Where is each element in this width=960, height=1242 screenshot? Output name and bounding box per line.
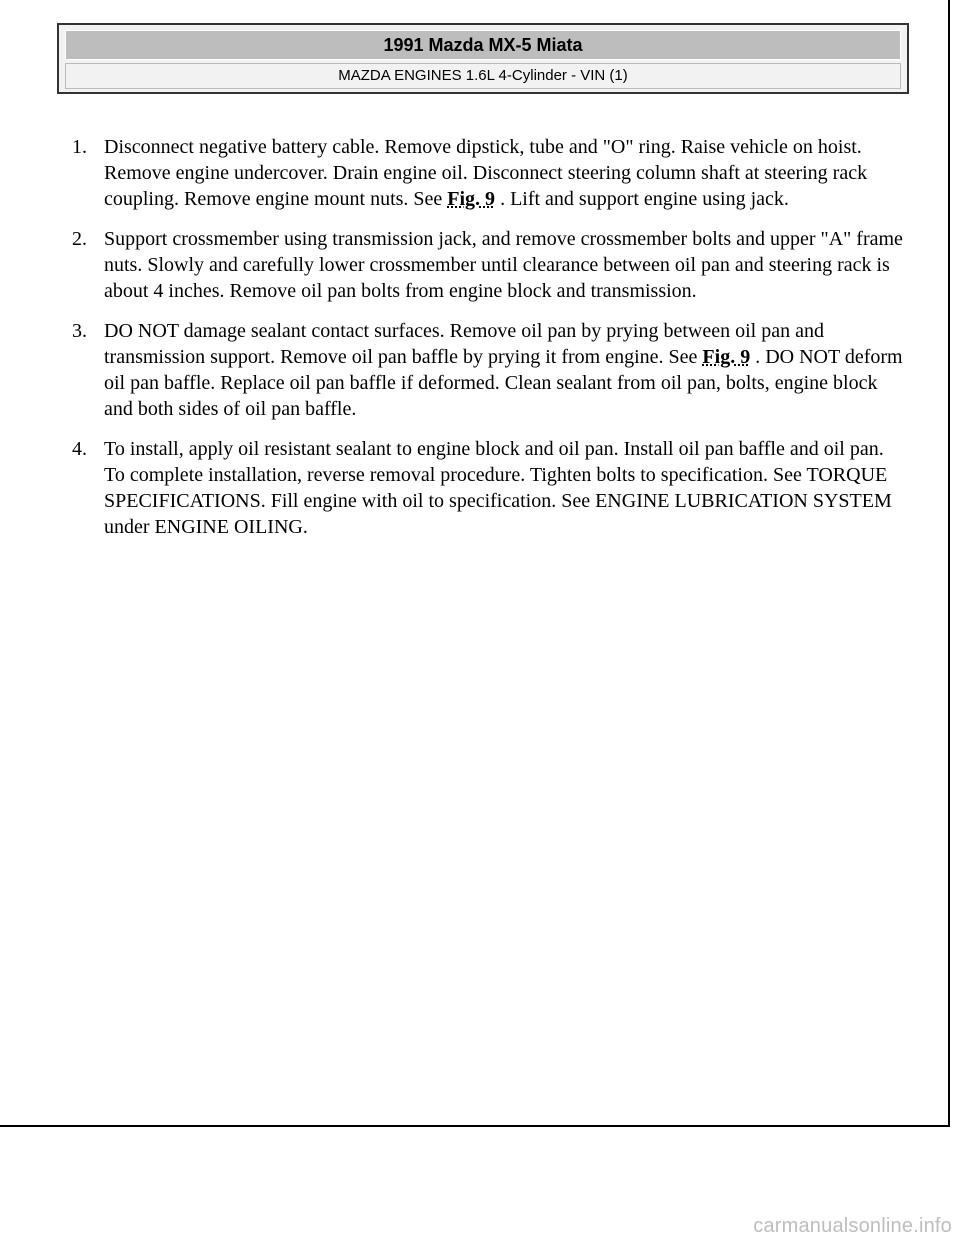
document-header: [57, 23, 909, 94]
step-1: [72, 134, 907, 212]
step-text: To install, apply oil resistant sealant to engine block and oil pan. Install oil pan baffle and oil pan. To complete installation, reverse removal procedure. Tighten bolts to specification. See TORQUE SPECIFICATIONS. Fill engine with oil to specification. See ENGINE LUBRICATION SYSTEM under ENGINE OILING.: [104, 438, 892, 538]
step-number: 3.: [72, 320, 87, 342]
fig-9-link[interactable]: Fig. 9: [447, 188, 496, 210]
step-number: 2.: [72, 228, 87, 250]
step-2: [72, 226, 907, 304]
step-text: DO NOT damage sealant contact surfaces. Remove oil pan by prying between oil pan and transmission support. Remove oil pan baffle by prying it from engine. See: [104, 320, 824, 368]
step-text: . Lift and support engine using jack.: [495, 188, 789, 210]
document-title: 1991 Mazda MX-5 Miata: [65, 30, 901, 60]
step-text: Support crossmember using transmission jack, and remove crossmember bolts and upper "A" frame nuts. Slowly and carefully lower crossmember until clearance between oil pan and steering rack is about 4 inches. Remove oil pan bolts from engine block and transmission.: [104, 228, 903, 302]
step-3: [72, 318, 907, 422]
step-text: . DO NOT deform oil pan baffle. Replace oil pan baffle if deformed. Clean sealant from oil pan, bolts, engine block and both sides of oil pan baffle.: [104, 346, 903, 420]
step-number: 4.: [72, 438, 87, 460]
fig-9-link[interactable]: Fig. 9: [702, 346, 751, 368]
step-text: Disconnect negative battery cable. Remove dipstick, tube and "O" ring. Raise vehicle on hoist. Remove engine undercover. Drain engine oil. Disconnect steering column shaft at steering rack coupling. Remove engine mount nuts. See: [104, 136, 868, 210]
step-4: [72, 436, 907, 540]
procedure-steps: [72, 134, 907, 554]
step-number: 1.: [72, 136, 87, 158]
site-watermark: carmanualsonline.info: [753, 1215, 952, 1237]
document-subtitle: MAZDA ENGINES 1.6L 4-Cylinder - VIN (1): [65, 63, 901, 89]
